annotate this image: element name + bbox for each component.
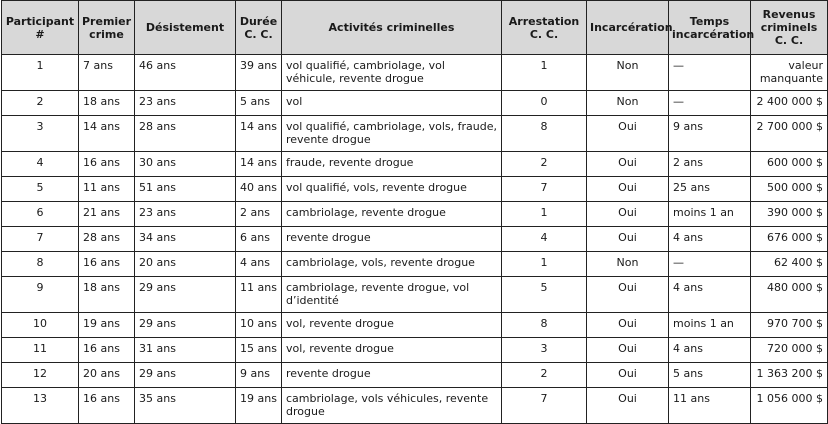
cell-incarceration: Oui [587,277,669,313]
cell-premier-crime: 7 ans [79,55,135,91]
cell-desistement: 35 ans [135,388,236,424]
cell-arrestation: 8 [502,116,587,152]
cell-premier-crime: 16 ans [79,338,135,363]
cell-duree: 40 ans [236,177,282,202]
cell-desistement: 23 ans [135,202,236,227]
cell-participant: 1 [2,55,79,91]
cell-incarceration: Non [587,91,669,116]
cell-arrestation: 8 [502,313,587,338]
header-row [2,1,828,55]
cell-arrestation: 1 [502,202,587,227]
cell-arrestation: 7 [502,388,587,424]
cell-temps: 2 ans [669,152,751,177]
cell-incarceration: Oui [587,363,669,388]
cell-activites: cambriolage, vols véhicules, revente drogue [282,388,502,424]
cell-activites: fraude, revente drogue [282,152,502,177]
cell-incarceration: Oui [587,338,669,363]
cell-desistement: 23 ans [135,91,236,116]
cell-desistement: 28 ans [135,116,236,152]
cell-participant: 4 [2,152,79,177]
cell-incarceration: Non [587,55,669,91]
table-row [2,338,828,363]
cell-desistement: 29 ans [135,313,236,338]
cell-revenus: 676 000 $ [751,227,828,252]
cell-activites: cambriolage, revente drogue [282,202,502,227]
cell-duree: 2 ans [236,202,282,227]
header-arrestation: Arrestation C. C. [502,1,587,55]
cell-premier-crime: 18 ans [79,91,135,116]
cell-participant: 6 [2,202,79,227]
cell-desistement: 34 ans [135,227,236,252]
cell-incarceration: Oui [587,227,669,252]
cell-premier-crime: 16 ans [79,152,135,177]
table-row [2,91,828,116]
cell-activites: vol, revente drogue [282,313,502,338]
cell-activites: vol qualifié, cambriolage, vol véhicule, revente drogue [282,55,502,91]
cell-desistement: 20 ans [135,252,236,277]
header-duree: Durée C. C. [236,1,282,55]
cell-temps: — [669,252,751,277]
cell-incarceration: Oui [587,202,669,227]
cell-arrestation: 3 [502,338,587,363]
cell-duree: 14 ans [236,116,282,152]
cell-activites: vol, revente drogue [282,338,502,363]
cell-desistement: 30 ans [135,152,236,177]
table-row [2,202,828,227]
cell-revenus: 390 000 $ [751,202,828,227]
cell-participant: 13 [2,388,79,424]
cell-duree: 9 ans [236,363,282,388]
cell-participant: 7 [2,227,79,252]
header-temps-incarceration: Temps incarcération [669,1,751,55]
table-row [2,116,828,152]
cell-arrestation: 2 [502,363,587,388]
cell-premier-crime: 19 ans [79,313,135,338]
cell-revenus: 480 000 $ [751,277,828,313]
cell-premier-crime: 21 ans [79,202,135,227]
header-premier-crime: Premier crime [79,1,135,55]
cell-duree: 15 ans [236,338,282,363]
cell-revenus: 500 000 $ [751,177,828,202]
cell-arrestation: 2 [502,152,587,177]
cell-premier-crime: 16 ans [79,252,135,277]
cell-temps: 9 ans [669,116,751,152]
table-row [2,363,828,388]
cell-premier-crime: 14 ans [79,116,135,152]
cell-revenus: 2 400 000 $ [751,91,828,116]
cell-temps: 25 ans [669,177,751,202]
cell-participant: 3 [2,116,79,152]
cell-duree: 6 ans [236,227,282,252]
cell-revenus: valeur manquante [751,55,828,91]
cell-desistement: 31 ans [135,338,236,363]
cell-participant: 8 [2,252,79,277]
cell-activites: revente drogue [282,363,502,388]
cell-duree: 14 ans [236,152,282,177]
cell-desistement: 46 ans [135,55,236,91]
cell-temps: 4 ans [669,277,751,313]
cell-incarceration: Oui [587,313,669,338]
cell-incarceration: Oui [587,388,669,424]
cell-duree: 19 ans [236,388,282,424]
cell-activites: cambriolage, revente drogue, vol d’identité [282,277,502,313]
header-revenus: Revenus criminels C. C. [751,1,828,55]
cell-duree: 4 ans [236,252,282,277]
cell-arrestation: 4 [502,227,587,252]
cell-participant: 2 [2,91,79,116]
participants-table [1,0,828,424]
cell-activites: vol [282,91,502,116]
cell-revenus: 62 400 $ [751,252,828,277]
cell-temps: 4 ans [669,338,751,363]
cell-temps: 4 ans [669,227,751,252]
table-row [2,277,828,313]
cell-arrestation: 1 [502,252,587,277]
table-row [2,152,828,177]
cell-participant: 12 [2,363,79,388]
cell-activites: vol qualifié, vols, revente drogue [282,177,502,202]
header-activites: Activités criminelles [282,1,502,55]
cell-revenus: 970 700 $ [751,313,828,338]
cell-premier-crime: 28 ans [79,227,135,252]
cell-activites: cambriolage, vols, revente drogue [282,252,502,277]
cell-revenus: 2 700 000 $ [751,116,828,152]
header-incarceration: Incarcération [587,1,669,55]
cell-premier-crime: 16 ans [79,388,135,424]
cell-participant: 11 [2,338,79,363]
table-row [2,177,828,202]
cell-temps: 11 ans [669,388,751,424]
table-row [2,227,828,252]
cell-revenus: 1 056 000 $ [751,388,828,424]
cell-arrestation: 7 [502,177,587,202]
table-row [2,313,828,338]
cell-incarceration: Oui [587,152,669,177]
cell-revenus: 600 000 $ [751,152,828,177]
cell-premier-crime: 20 ans [79,363,135,388]
cell-incarceration: Non [587,252,669,277]
table-row [2,55,828,91]
cell-temps: — [669,55,751,91]
cell-premier-crime: 18 ans [79,277,135,313]
cell-desistement: 29 ans [135,363,236,388]
cell-revenus: 1 363 200 $ [751,363,828,388]
cell-revenus: 720 000 $ [751,338,828,363]
cell-participant: 10 [2,313,79,338]
cell-arrestation: 0 [502,91,587,116]
cell-duree: 11 ans [236,277,282,313]
cell-activites: revente drogue [282,227,502,252]
cell-temps: 5 ans [669,363,751,388]
cell-desistement: 51 ans [135,177,236,202]
header-participant: Participant # [2,1,79,55]
table-row [2,252,828,277]
cell-premier-crime: 11 ans [79,177,135,202]
cell-arrestation: 5 [502,277,587,313]
cell-participant: 9 [2,277,79,313]
cell-desistement: 29 ans [135,277,236,313]
cell-temps: — [669,91,751,116]
cell-duree: 10 ans [236,313,282,338]
cell-arrestation: 1 [502,55,587,91]
header-desistement: Désistement [135,1,236,55]
cell-incarceration: Oui [587,116,669,152]
cell-activites: vol qualifié, cambriolage, vols, fraude, revente drogue [282,116,502,152]
cell-incarceration: Oui [587,177,669,202]
cell-participant: 5 [2,177,79,202]
cell-duree: 5 ans [236,91,282,116]
cell-duree: 39 ans [236,55,282,91]
cell-temps: moins 1 an [669,202,751,227]
cell-temps: moins 1 an [669,313,751,338]
